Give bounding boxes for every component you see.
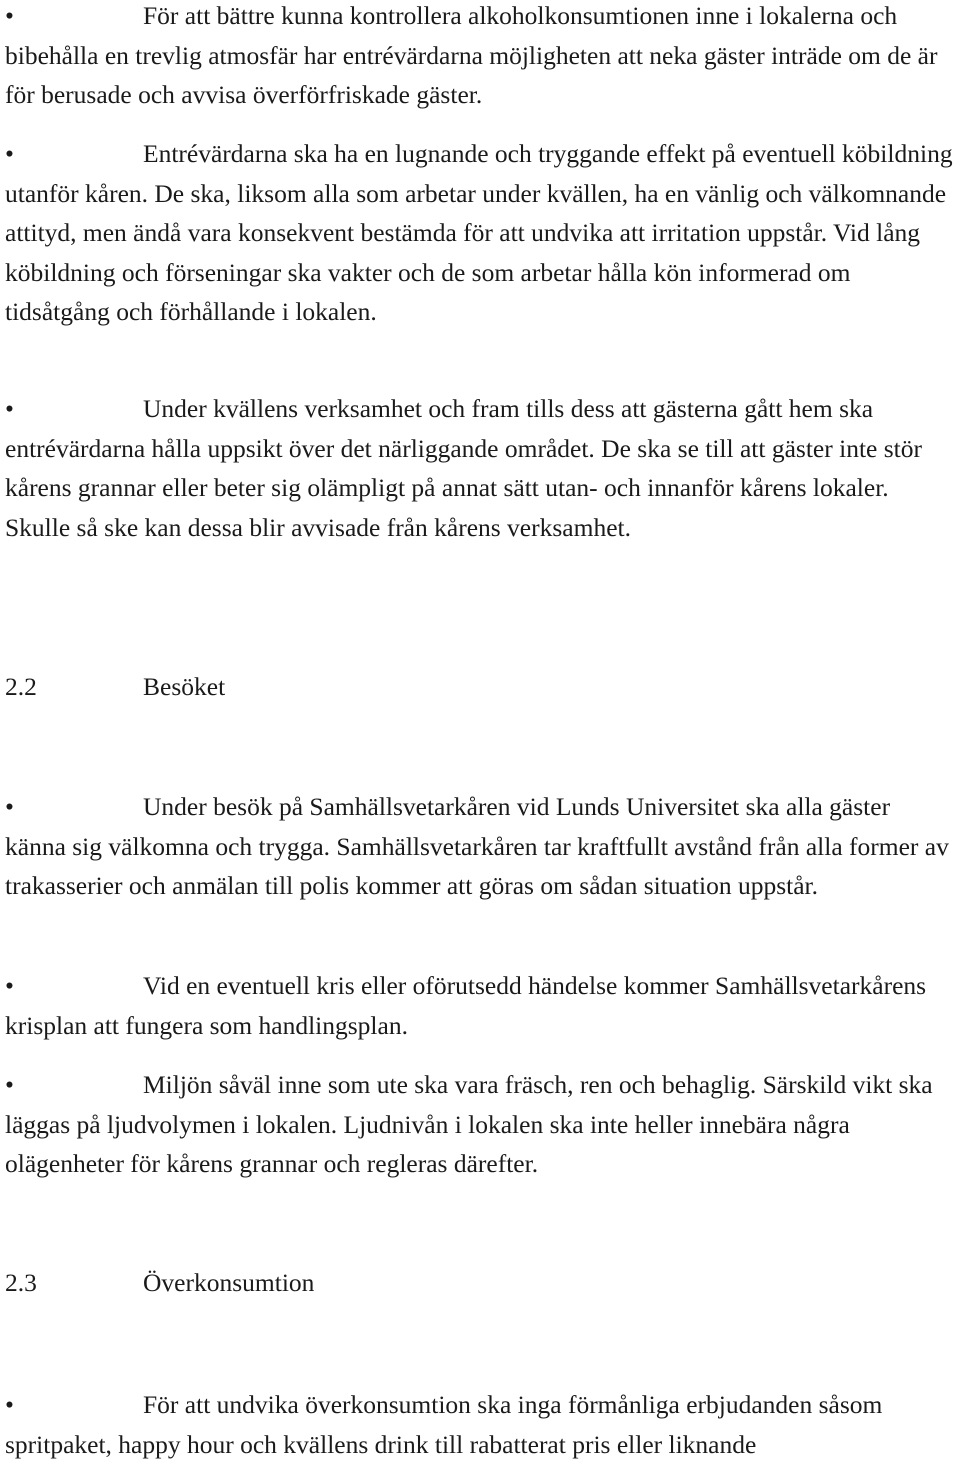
bullet-marker: • (5, 1390, 14, 1419)
paragraph-text: För att bättre kunna kontrollera alkoholkonsumtionen inne i lokalerna och bibehålla en trevlig atmosfär har entrévärdarna möjligheten att neka gäster inträde om de är för berusade och avvisa överförfriskade gäster. (5, 1, 938, 109)
paragraph-text: Miljön såväl inne som ute ska vara fräsch, ren och behaglig. Särskild vikt ska läggas på ljudvolymen i lokalen. Ljudnivån i lokalen ska inte heller innebära några olägenheter för kårens grannar och regleras därefter. (5, 1070, 933, 1178)
section-heading-2-2 (5, 667, 955, 707)
bullet-marker: • (5, 1, 14, 30)
paragraph-text: Under besök på Samhällsvetarkåren vid Lunds Universitet ska alla gäster känna sig välkomna och trygga. Samhällsvetarkåren tar kraftfullt avstånd från alla former av trakasserier och anmälan till polis kommer att göras om sådan situation uppstår. (5, 792, 949, 900)
section-heading-2-3 (5, 1263, 955, 1303)
paragraph-text: För att undvika överkonsumtion ska inga förmånliga erbjudanden såsom spritpaket, happy hour och kvällens drink till rabatterat pris eller liknande (5, 1390, 883, 1459)
bullet-paragraph-1 (5, 0, 957, 115)
section-number: 2.3 (5, 1268, 37, 1297)
bullet-marker: • (5, 971, 14, 1000)
paragraph-text: Entrévärdarna ska ha en lugnande och tryggande effekt på eventuell köbildning utanför kåren. De ska, liksom alla som arbetar under kvällen, ha en vänlig och välkomnande attityd, men ändå vara konsekvent bestämda för att undvika att irritation uppstår. Vid lång köbildning och förseningar ska vakter och de som arbetar hålla kön informerad om tidsåtgång och förhållande i lokalen. (5, 139, 953, 326)
section-title: Överkonsumtion (143, 1268, 315, 1297)
bullet-paragraph-6 (5, 1065, 957, 1184)
bullet-paragraph-3 (5, 389, 957, 547)
paragraph-text: Vid en eventuell kris eller oförutsedd händelse kommer Samhällsvetarkårens krisplan att fungera som handlingsplan. (5, 971, 927, 1040)
bullet-marker: • (5, 792, 14, 821)
section-title: Besöket (143, 672, 226, 701)
bullet-marker: • (5, 394, 14, 423)
bullet-paragraph-4 (5, 787, 957, 906)
bullet-paragraph-7 (5, 1385, 957, 1464)
bullet-marker: • (5, 1070, 14, 1099)
paragraph-text: Under kvällens verksamhet och fram tills dess att gästerna gått hem ska entrévärdarna hålla uppsikt över det närliggande området. De ska se till att gäster inte stör kårens grannar eller beter sig olämpligt på annat sätt utan- och innanför kårens lokaler. Skulle så ske kan dessa blir avvisade från kårens verksamhet. (5, 394, 922, 542)
section-number: 2.2 (5, 672, 37, 701)
bullet-marker: • (5, 139, 14, 168)
bullet-paragraph-5 (5, 966, 957, 1045)
bullet-paragraph-2 (5, 134, 957, 332)
